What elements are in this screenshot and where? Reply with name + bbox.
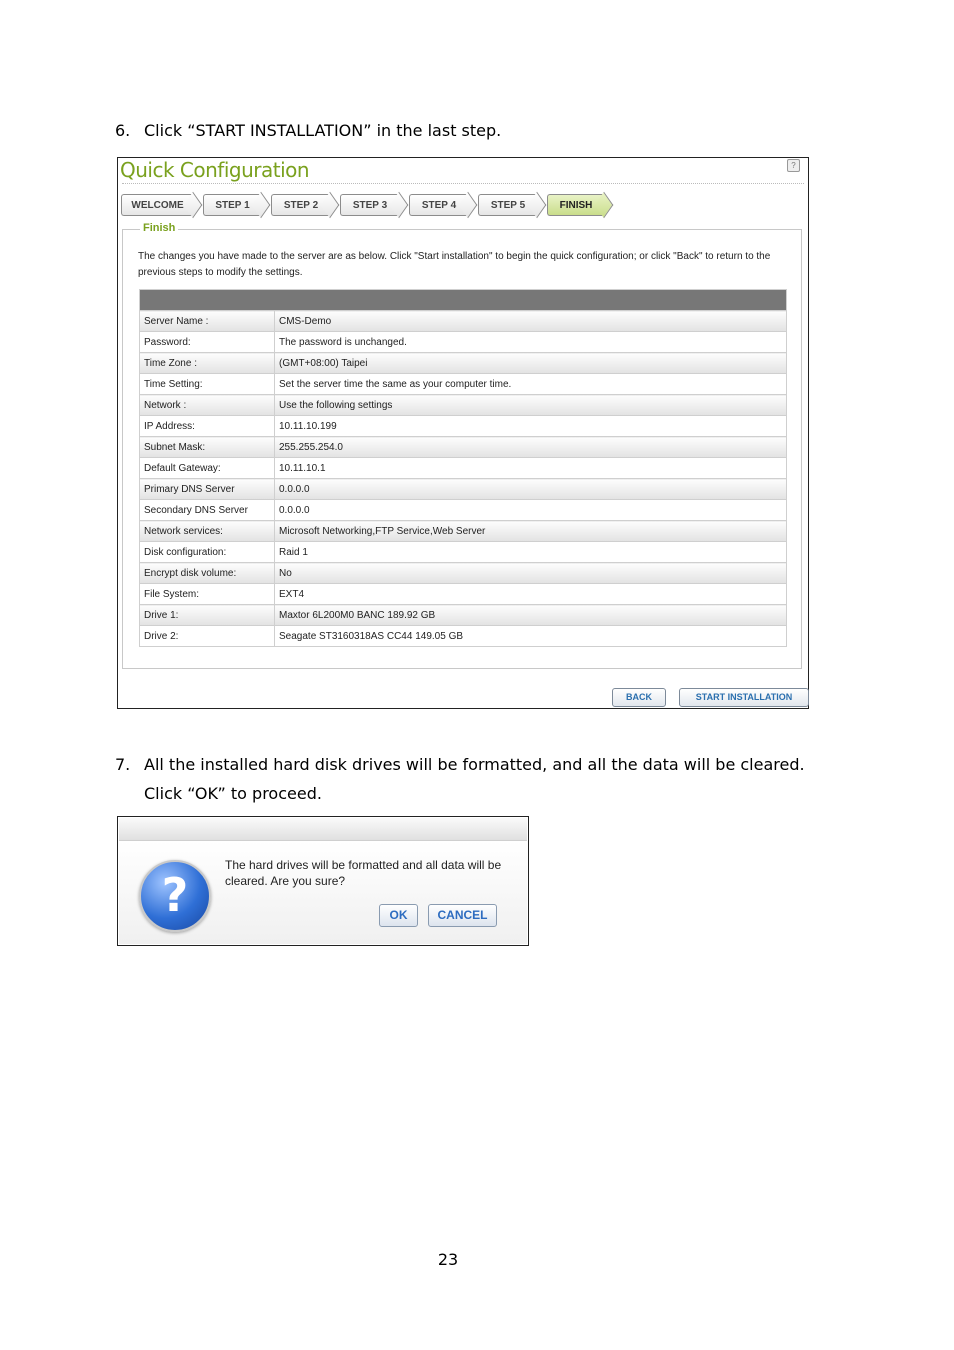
step-welcome[interactable]: WELCOME: [121, 194, 193, 216]
settings-summary-table: [139, 289, 787, 647]
step-5[interactable]: STEP 5: [478, 194, 537, 216]
setting-value: 0.0.0.0: [275, 479, 787, 500]
step-6-instruction: 6. Click “START INSTALLATION” in the last step.: [115, 121, 502, 140]
setting-value: Use the following settings: [275, 395, 787, 416]
table-row: [140, 416, 787, 437]
setting-value: 10.11.10.199: [275, 416, 787, 437]
page-number: 23: [437, 1250, 459, 1269]
setting-name: File System:: [140, 584, 275, 605]
setting-value: (GMT+08:00) Taipei: [275, 353, 787, 374]
finish-description: The changes you have made to the server are as below. Click "Start installation" to begin the quick configuration; or click "Back" to return to the previous steps to modify the settings.: [138, 251, 771, 278]
setting-value: Seagate ST3160318AS CC44 149.05 GB: [275, 626, 787, 647]
back-button[interactable]: BACK: [612, 688, 666, 707]
setting-value: 255.255.254.0: [275, 437, 787, 458]
table-row: [140, 626, 787, 647]
start-installation-button[interactable]: START INSTALLATION: [679, 688, 809, 707]
finish-section: [122, 222, 802, 669]
setting-value: No: [275, 563, 787, 584]
table-row: [140, 542, 787, 563]
setting-name: Default Gateway:: [140, 458, 275, 479]
table-row: [140, 332, 787, 353]
quick-configuration-panel: [117, 157, 809, 709]
setting-name: Network :: [140, 395, 275, 416]
setting-value: 0.0.0.0: [275, 500, 787, 521]
table-row: [140, 584, 787, 605]
setting-name: Primary DNS Server: [140, 479, 275, 500]
table-row: [140, 500, 787, 521]
table-row: [140, 437, 787, 458]
table-row: [140, 374, 787, 395]
title-divider: [122, 183, 804, 184]
setting-name: Secondary DNS Server: [140, 500, 275, 521]
format-confirmation-dialog: [117, 816, 529, 946]
setting-name: Subnet Mask:: [140, 437, 275, 458]
table-row: [140, 521, 787, 542]
table-row: [140, 395, 787, 416]
cancel-button[interactable]: CANCEL: [428, 904, 497, 927]
step-1[interactable]: STEP 1: [203, 194, 261, 216]
question-icon: ?: [139, 860, 211, 932]
table-row: [140, 479, 787, 500]
setting-name: Network services:: [140, 521, 275, 542]
setting-name: Disk configuration:: [140, 542, 275, 563]
table-row: [140, 353, 787, 374]
table-row: [140, 563, 787, 584]
dialog-title-bar[interactable]: [119, 818, 527, 841]
step-7-line-1: All the installed hard disk drives will be formatted, and all the data will be cleared.: [144, 755, 805, 774]
step-7-instruction: 7. All the installed hard disk drives will be formatted, and all the data will be cleared. Click “OK” to proceed.: [115, 750, 805, 808]
step-4[interactable]: STEP 4: [409, 194, 468, 216]
setting-name: Password:: [140, 332, 275, 353]
panel-title: Quick Configuration: [120, 158, 310, 182]
setting-name: Time Zone :: [140, 353, 275, 374]
step-finish[interactable]: FINISH: [547, 194, 604, 216]
dialog-message: The hard drives will be formatted and all data will be cleared. Are you sure?: [225, 858, 502, 888]
table-row: [140, 311, 787, 332]
table-header-row: [140, 290, 787, 311]
step-7-line-2: Click “OK” to proceed.: [144, 784, 322, 803]
help-icon[interactable]: ?: [787, 159, 800, 172]
setting-value: EXT4: [275, 584, 787, 605]
step-2[interactable]: STEP 2: [271, 194, 330, 216]
setting-name: Server Name :: [140, 311, 275, 332]
setting-value: Microsoft Networking,FTP Service,Web Server: [275, 521, 787, 542]
setting-name: Time Setting:: [140, 374, 275, 395]
ok-button[interactable]: OK: [379, 904, 418, 927]
table-row: [140, 605, 787, 626]
setting-value: The password is unchanged.: [275, 332, 787, 353]
setting-value: Raid 1: [275, 542, 787, 563]
setting-name: Drive 1:: [140, 605, 275, 626]
table-row: [140, 458, 787, 479]
setting-name: IP Address:: [140, 416, 275, 437]
setting-value: Set the server time the same as your computer time.: [275, 374, 787, 395]
setting-value: 10.11.10.1: [275, 458, 787, 479]
setting-name: Encrypt disk volume:: [140, 563, 275, 584]
setting-name: Drive 2:: [140, 626, 275, 647]
step-3[interactable]: STEP 3: [340, 194, 399, 216]
section-title: Finish: [140, 222, 178, 234]
setting-value: Maxtor 6L200M0 BANC 189.92 GB: [275, 605, 787, 626]
step-6-text: Click “START INSTALLATION” in the last step.: [144, 121, 502, 140]
setting-value: CMS-Demo: [275, 311, 787, 332]
